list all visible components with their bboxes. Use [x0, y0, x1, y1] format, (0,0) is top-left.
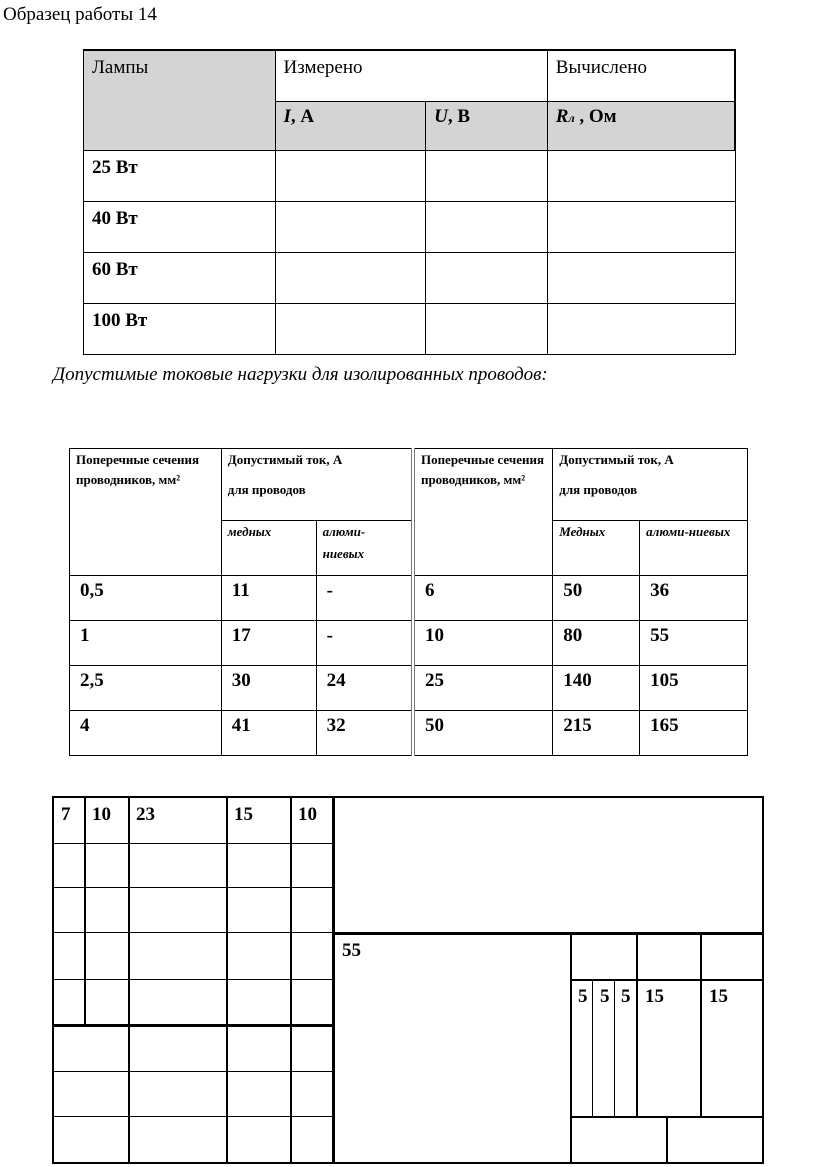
current-label: Допустимый ток, А — [227, 452, 343, 467]
lamp-label: 25 Вт — [84, 151, 276, 202]
grid-line — [666, 1118, 668, 1162]
grid-line — [54, 1024, 334, 1027]
table-row — [70, 711, 748, 756]
grid-line — [226, 798, 228, 1162]
grid-line — [636, 932, 638, 1116]
cell: 0,5 — [70, 576, 222, 621]
voltage-unit: , В — [447, 106, 471, 127]
grid-line — [54, 932, 334, 933]
table-row — [84, 202, 736, 253]
table-row — [70, 576, 748, 621]
width-label: 55 — [342, 940, 361, 961]
header-cross-section-right: Поперечные сечения проводников, мм² — [413, 449, 553, 576]
empty-cell — [547, 304, 735, 355]
table-row — [84, 151, 736, 202]
cell: 50 — [553, 576, 640, 621]
current-symbol: I — [283, 106, 291, 127]
cell: 25 — [413, 666, 553, 711]
subheader-voltage — [426, 102, 548, 151]
empty-cell — [275, 151, 426, 202]
lamp-label: 100 Вт — [84, 304, 276, 355]
grid-line — [54, 979, 334, 980]
table-row — [84, 253, 736, 304]
cell: 140 — [553, 666, 640, 711]
table-row — [84, 304, 736, 355]
grid-line — [54, 1116, 334, 1117]
empty-cell — [275, 202, 426, 253]
empty-cell — [426, 202, 548, 253]
cell: 165 — [640, 711, 748, 756]
empty-cell — [547, 151, 735, 202]
load-table-heading: Допустимые токовые нагрузки для изолированных проводов: — [53, 364, 548, 385]
cell: 1 — [70, 621, 222, 666]
lamp-label: 60 Вт — [84, 253, 276, 304]
header-current-right — [553, 449, 748, 521]
width-label: 7 — [61, 804, 71, 825]
cell: 6 — [413, 576, 553, 621]
cell: 17 — [221, 621, 316, 666]
subheader-aluminum: алюми-ниевых — [316, 521, 413, 576]
lamp-label: 40 Вт — [84, 202, 276, 253]
empty-cell — [275, 253, 426, 304]
grid-line — [54, 887, 334, 888]
subheader-current — [275, 102, 426, 151]
cell: 41 — [221, 711, 316, 756]
cell: 10 — [413, 621, 553, 666]
width-label: 5 — [600, 986, 610, 1007]
width-label: 15 — [709, 986, 728, 1007]
empty-cell — [426, 304, 548, 355]
cell: 80 — [553, 621, 640, 666]
grid-line — [54, 1071, 334, 1072]
grid-line — [332, 798, 335, 1162]
width-label: 15 — [645, 986, 664, 1007]
header-calculated: Вычислено — [547, 50, 735, 102]
grid-line — [290, 798, 292, 1162]
grid-line — [54, 843, 334, 844]
width-label: 10 — [298, 804, 317, 825]
width-label: 5 — [621, 986, 631, 1007]
cell: 105 — [640, 666, 748, 711]
current-label: Допустимый ток, А — [559, 452, 674, 467]
subheader-resistance — [547, 102, 735, 151]
document-title: Образец работы 14 — [3, 4, 157, 25]
cell: 2,5 — [70, 666, 222, 711]
cell: 30 — [221, 666, 316, 711]
cell: 215 — [553, 711, 640, 756]
table-row — [70, 621, 748, 666]
for-wires-label: для проводов — [559, 482, 638, 497]
width-label: 10 — [92, 804, 111, 825]
grid-line — [128, 798, 130, 1162]
empty-cell — [547, 202, 735, 253]
cell: - — [316, 576, 413, 621]
for-wires-label: для проводов — [227, 482, 306, 497]
resistance-unit: , Ом — [574, 106, 617, 127]
grid-line — [570, 932, 572, 1162]
empty-cell — [547, 253, 735, 304]
cell: 55 — [640, 621, 748, 666]
subheader-copper: Медных — [553, 521, 640, 576]
cell: 24 — [316, 666, 413, 711]
header-cross-section-left: Поперечные сечения проводников, мм² — [70, 449, 222, 576]
empty-cell — [426, 253, 548, 304]
width-label: 23 — [136, 804, 155, 825]
grid-line — [84, 798, 86, 1024]
header-measured: Измерено — [275, 50, 547, 102]
lamp-measurement-table — [83, 49, 736, 355]
table-row — [70, 666, 748, 711]
empty-cell — [275, 304, 426, 355]
subheader-copper: медных — [221, 521, 316, 576]
header-lamps: Лампы — [84, 50, 276, 151]
empty-cell — [426, 151, 548, 202]
title-block-frame — [52, 796, 764, 1164]
current-unit: , А — [290, 106, 315, 127]
grid-line — [614, 981, 615, 1116]
header-current-left — [221, 449, 413, 521]
cell: 4 — [70, 711, 222, 756]
cell: - — [316, 621, 413, 666]
grid-line — [592, 981, 593, 1116]
grid-line — [700, 932, 702, 1116]
cell: 11 — [221, 576, 316, 621]
grid-line — [570, 979, 764, 981]
width-label: 15 — [234, 804, 253, 825]
width-label: 5 — [578, 986, 588, 1007]
cell: 36 — [640, 576, 748, 621]
voltage-symbol: U — [434, 106, 448, 127]
current-load-table — [69, 448, 748, 756]
subheader-aluminum: алюми-ниевых — [640, 521, 748, 576]
cell: 32 — [316, 711, 413, 756]
resistance-symbol: R — [555, 106, 569, 127]
cell: 50 — [413, 711, 553, 756]
resistance-subscript: л — [568, 111, 575, 125]
